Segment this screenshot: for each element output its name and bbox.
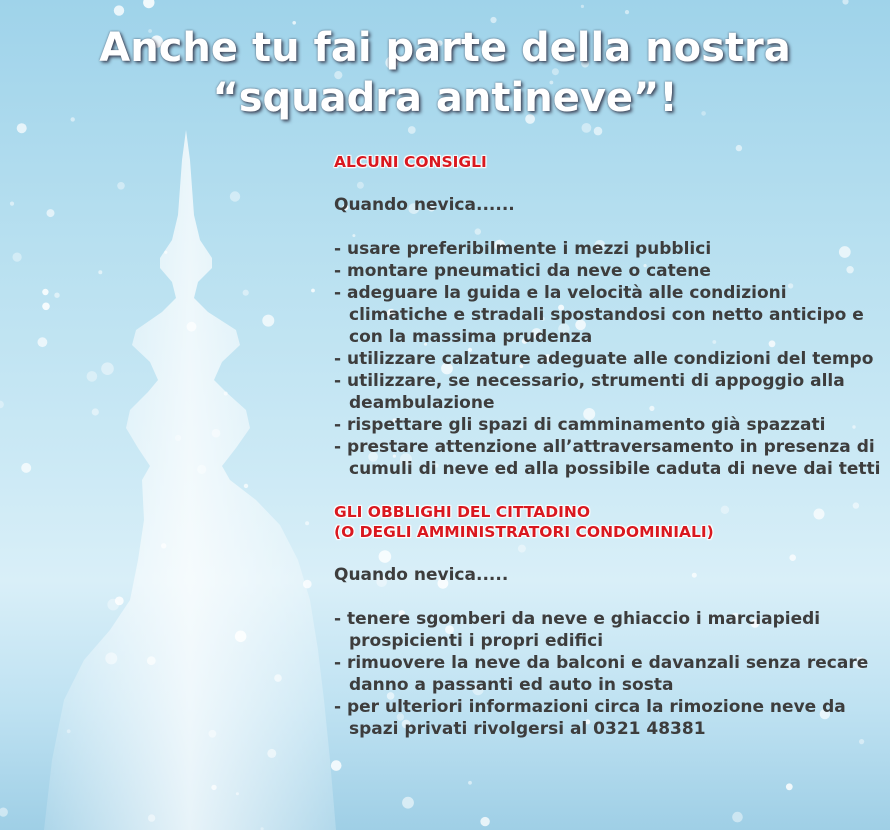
list-item: - rimuovere la neve da balconi e davanzali senza recare danno a passanti ed auto in sosta [334,653,869,695]
list-item: - prestare attenzione all’attraversamento in presenza di cumuli di neve ed alla possibile caduta di neve dai tetti [334,437,881,479]
list-item: - rispettare gli spazi di camminamento già spazzati [334,415,826,435]
list-item: - usare preferibilmente i mezzi pubblici [334,239,712,259]
section-heading-obblighi-line-1: GLI OBBLIGHI DEL CITTADINO [334,503,591,521]
list-item: - utilizzare calzature adeguate alle condizioni del tempo [334,349,874,369]
list-item: - adeguare la guida e la velocità alle condizioni climatiche e stradali spostandosi con netto anticipo e con la massima prudenza [334,283,864,347]
section-intro-consigli: Quando nevica...... [334,195,515,215]
poster-title-line-2: “squadra antineve”! [212,75,678,121]
poster-title-line-1: Anche tu fai parte della nostra [99,25,791,71]
obblighi-list [334,608,884,740]
section-heading-consigli: ALCUNI CONSIGLI [334,153,487,171]
content-block [334,152,884,740]
section-heading-obblighi-line-2: (O DEGLI AMMINISTRATORI CONDOMINIALI) [334,523,714,541]
list-item: - utilizzare, se necessario, strumenti di appoggio alla deambulazione [334,371,845,413]
list-item: - per ulteriori informazioni circa la rimozione neve da spazi privati rivolgersi al 0321 48381 [334,697,846,739]
list-item: - tenere sgomberi da neve e ghiaccio i marciapiedi prospicienti i propri edifici [334,609,821,651]
section-intro-obblighi: Quando nevica..... [334,565,509,585]
list-item: - montare pneumatici da neve o catene [334,261,711,281]
consigli-list [334,238,884,480]
